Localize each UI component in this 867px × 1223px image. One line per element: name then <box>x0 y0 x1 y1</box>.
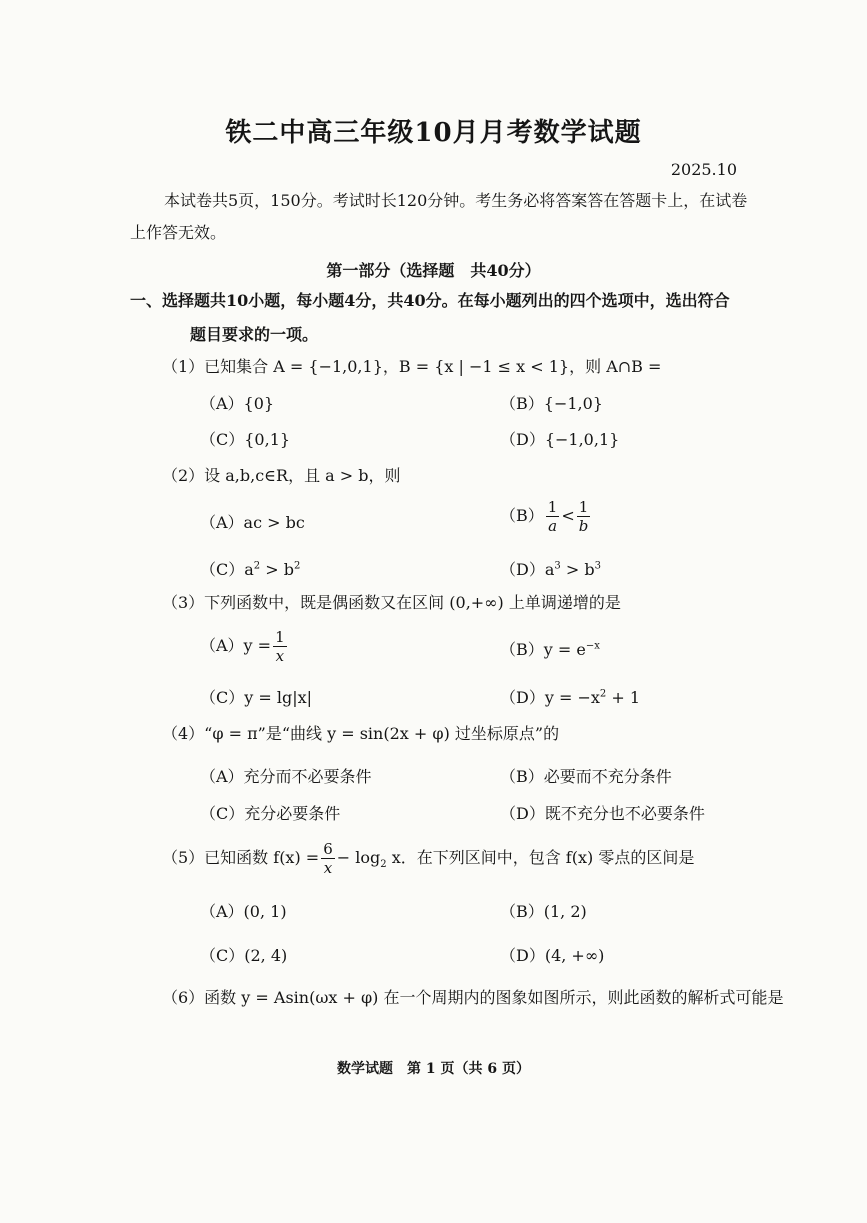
exponent: 3 <box>594 560 601 572</box>
stem-tail: x．在下列区间中，包含 f(x) 零点的区间是 <box>386 848 695 867</box>
fraction-1-over-a <box>546 498 560 535</box>
fraction-numerator: 1 <box>547 498 558 516</box>
intro-text-line2: 上作答无效。 <box>130 223 227 242</box>
option-d-rest: > b <box>560 560 595 579</box>
page-footer: 数学试题 第 1 页（共 6 页） <box>337 1061 530 1077</box>
fraction-denominator: b <box>578 517 589 535</box>
exam-title: 铁二中高三年级10月月考数学试题 <box>225 118 642 148</box>
question-1-option-b: （B）{−1,0} <box>500 394 603 413</box>
option-label: （D）y = −x <box>500 688 600 707</box>
fraction-denominator: a <box>548 517 558 535</box>
option-c-rest: > b <box>260 560 294 579</box>
question-2-option-b <box>500 498 592 535</box>
exponent: 3 <box>554 560 561 572</box>
section-instruction-line2: 题目要求的一项。 <box>190 325 319 344</box>
option-label: （A）y = <box>200 636 272 655</box>
question-2-option-c <box>200 557 300 580</box>
exponent: −x <box>585 640 600 652</box>
question-3-option-d <box>500 685 640 708</box>
less-than-sign: < <box>561 506 575 525</box>
question-4-stem: （4）“φ = π”是“曲线 y = sin(2x + φ) 过坐标原点”的 <box>162 724 560 743</box>
option-label: （B）y = e <box>500 640 586 659</box>
question-4-option-b: （B）必要而不充分条件 <box>500 767 672 786</box>
question-5-option-b: （B）(1, 2) <box>500 902 587 921</box>
question-2-option-d <box>500 557 601 580</box>
intro-text-line1: 本试卷共5页，150分。考试时长120分钟。考生务必将答案答在答题卡上，在试卷 <box>164 191 748 210</box>
log-base: 2 <box>380 859 387 871</box>
fraction-denominator: x <box>275 647 285 665</box>
option-d-suffix: + 1 <box>606 688 641 707</box>
question-6-stem: （6）函数 y = Asin(ωx + φ) 在一个周期内的图象如图所示，则此函数的解析式可能是 <box>162 988 784 1007</box>
log-text: − log <box>336 848 381 867</box>
question-2-option-a: （A）ac > bc <box>200 513 305 532</box>
question-3-option-b <box>500 637 600 660</box>
question-2-stem: （2）设 a,b,c∈R，且 a > b，则 <box>162 466 401 485</box>
fraction-numerator: 1 <box>275 628 285 646</box>
section-instruction-line1: 一、选择题共10小题，每小题4分，共40分。在每小题列出的四个选项中，选出符合 <box>130 291 730 310</box>
option-label: （B） <box>500 506 544 525</box>
option-d-base: （D）a <box>500 560 555 579</box>
stem-prefix: （5）已知函数 f(x) = <box>162 848 320 867</box>
fraction-6-over-x <box>321 840 335 877</box>
question-1-option-c: （C）{0,1} <box>200 430 291 449</box>
question-5-option-d: （D）(4, +∞) <box>500 946 605 965</box>
question-3-stem: （3）下列函数中，既是偶函数又在区间 (0,+∞) 上单调递增的是 <box>162 593 621 612</box>
exam-date: 2025.10 <box>670 160 737 179</box>
question-3-option-a <box>200 628 289 665</box>
question-5-option-c: （C）(2, 4) <box>200 946 288 965</box>
question-4-option-d: （D）既不充分也不必要条件 <box>500 804 705 823</box>
fraction-1-over-x <box>273 628 287 665</box>
option-c-base: （C）a <box>200 560 254 579</box>
question-1-option-a: （A）{0} <box>200 394 275 413</box>
question-3-option-c: （C）y = lg|x| <box>200 688 313 707</box>
fraction-numerator: 6 <box>323 840 333 858</box>
question-1-option-d: （D）{−1,0,1} <box>500 430 620 449</box>
fraction-numerator: 1 <box>578 498 589 516</box>
question-5-stem <box>162 840 694 877</box>
fraction-denominator: x <box>323 859 333 877</box>
exponent: 2 <box>294 560 301 572</box>
fraction-1-over-b <box>577 498 591 535</box>
part-title: 第一部分（选择题 共40分） <box>326 261 541 280</box>
question-5-option-a: （A）(0, 1) <box>200 902 287 921</box>
exponent: 2 <box>599 688 607 700</box>
question-1-stem: （1）已知集合 A = {−1,0,1}，B = {x | −1 ≤ x < 1}，则 A∩B = <box>162 357 662 376</box>
question-4-option-c: （C）充分必要条件 <box>200 804 341 823</box>
question-4-option-a: （A）充分而不必要条件 <box>200 767 372 786</box>
exponent: 2 <box>253 560 261 572</box>
